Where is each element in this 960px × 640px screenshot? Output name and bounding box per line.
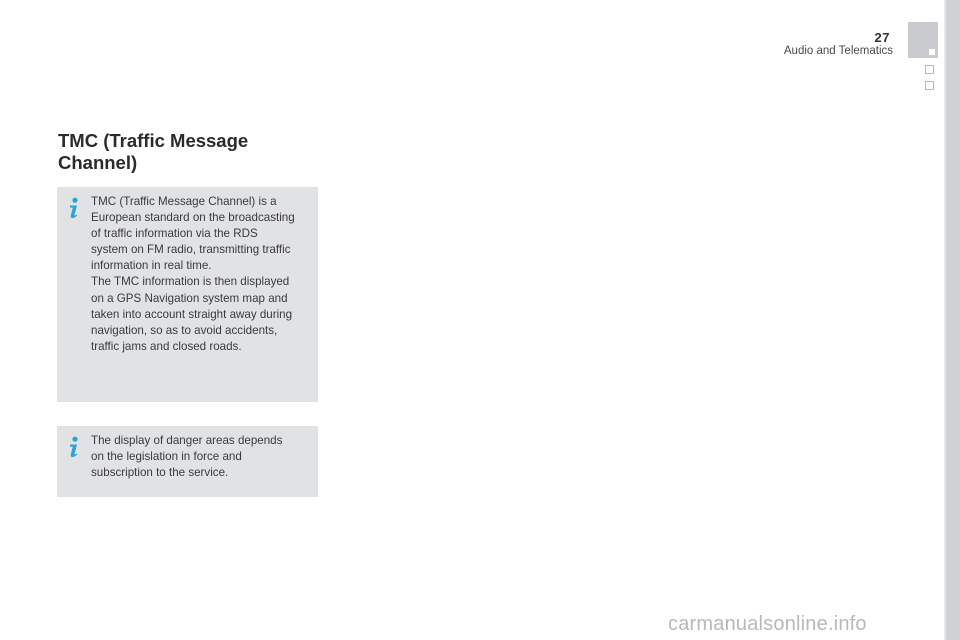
chapter-tab[interactable]: [925, 65, 934, 74]
section-title: Audio and Telematics: [783, 45, 893, 57]
info-box: [57, 426, 318, 497]
chapter-tabs: [908, 22, 938, 90]
info-icon: [66, 197, 82, 219]
watermark: carmanualsonline.info: [668, 613, 867, 635]
tab-marker: [929, 49, 935, 55]
info-box-text: TMC (Traffic Message Channel) is a European standard on the broadcasting of traffic information via the RDS system on FM radio, transmitting traffic information in real time. The TMC information is then displayed on a GPS Navigation system map and taken into account straight away during navigation, so as to avoid accidents, traffic jams and closed roads.: [91, 195, 295, 353]
info-box: [57, 187, 318, 402]
chapter-tab[interactable]: [925, 81, 934, 90]
info-icon: [66, 436, 82, 458]
page-number: 27: [874, 30, 890, 45]
info-box-text: The display of danger areas depends on the legislation in force and subscription to the service.: [91, 434, 283, 480]
side-strip: [946, 0, 960, 640]
chapter-tab-active[interactable]: [908, 22, 938, 58]
page-heading: TMC (Traffic Message Channel): [58, 130, 249, 173]
